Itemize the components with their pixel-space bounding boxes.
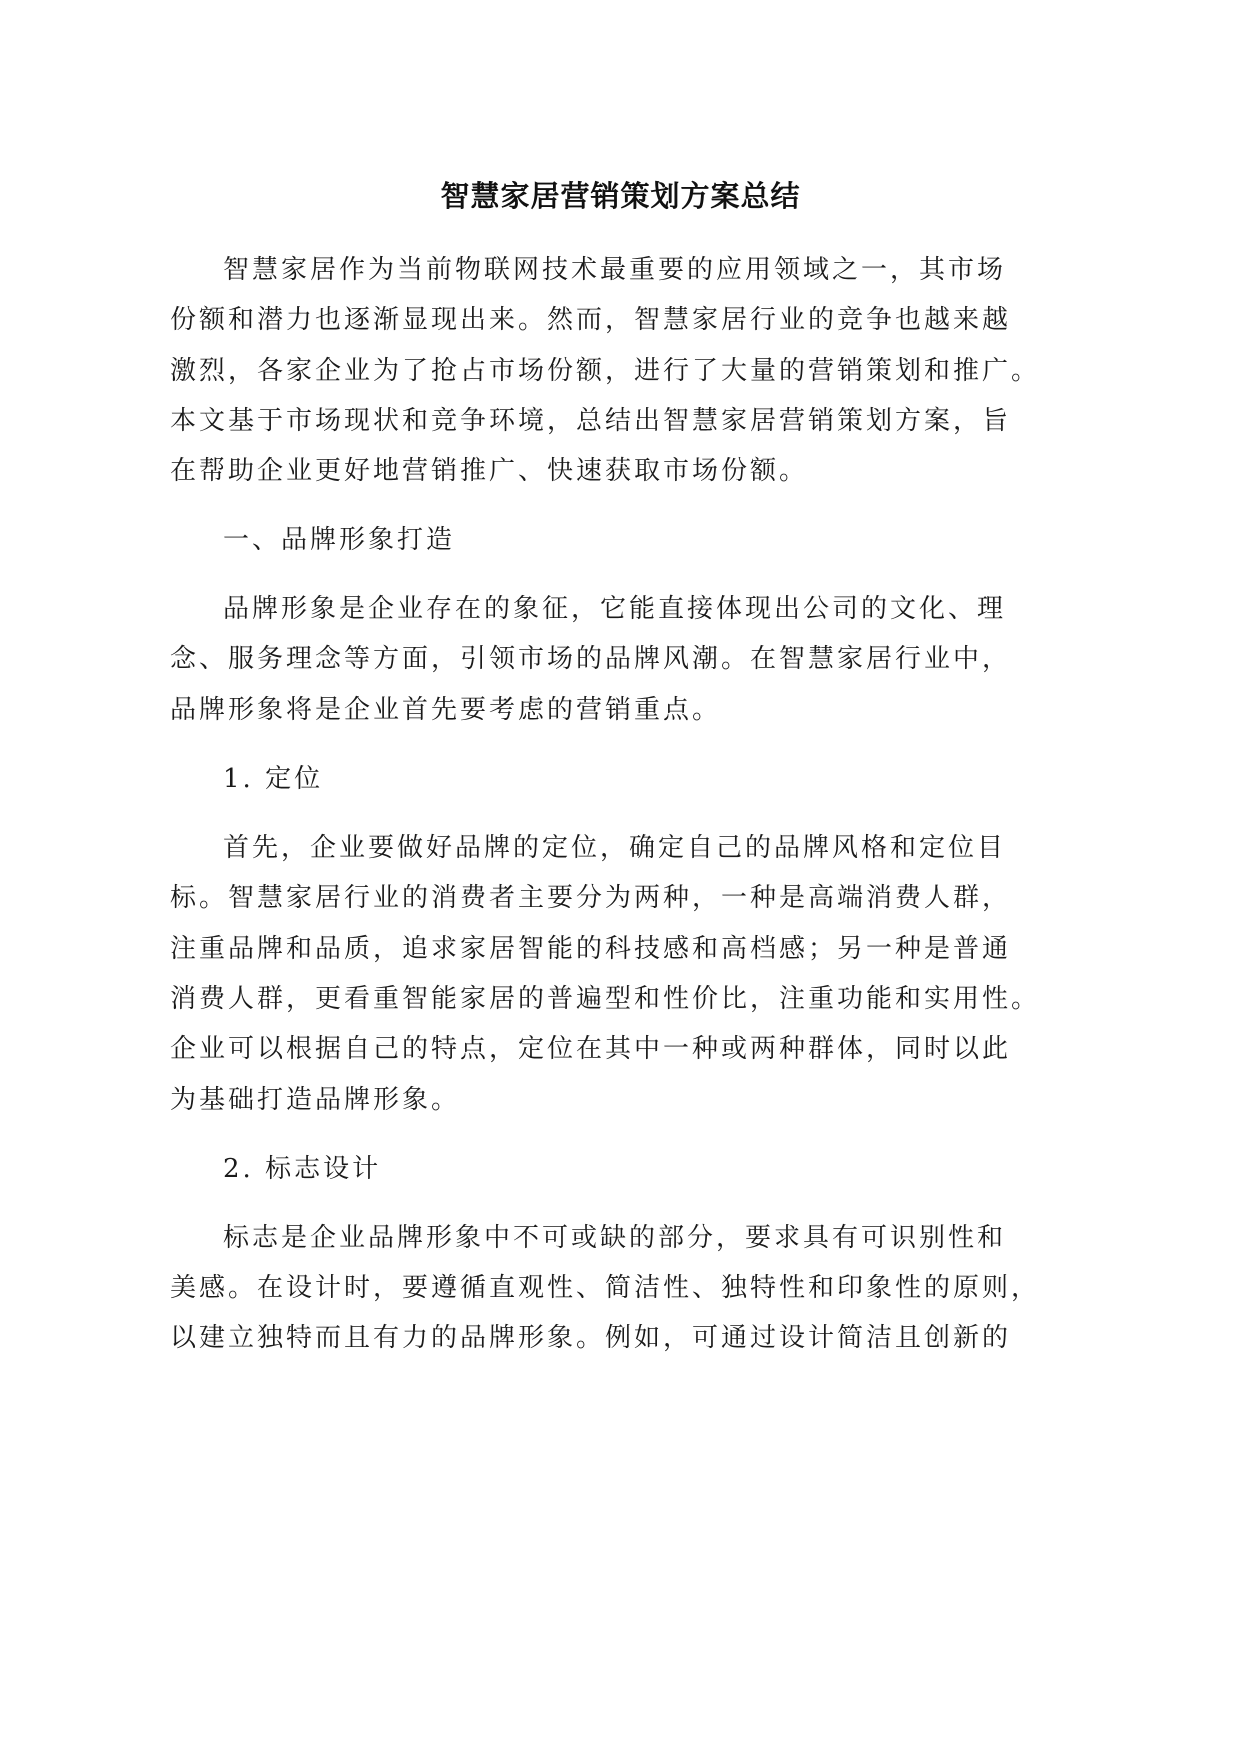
paragraph-line: 首先，企业要做好品牌的定位，确定自己的品牌风格和定位目	[223, 833, 1007, 863]
paragraph-line: 品牌形象是企业存在的象征，它能直接体现出公司的文化、理	[223, 594, 1007, 624]
paragraph-line: 在帮助企业更好地营销推广、快速获取市场份额。	[170, 456, 809, 486]
paragraph-line: 注重品牌和品质，追求家居智能的科技感和高档感；另一种是普通	[170, 934, 1012, 964]
paragraph-line: 标志是企业品牌形象中不可或缺的部分，要求具有可识别性和	[223, 1223, 1007, 1253]
paragraph-line: 品牌形象将是企业首先要考虑的营销重点。	[170, 695, 722, 725]
paragraph-line: 智慧家居作为当前物联网技术最重要的应用领域之一，其市场	[223, 255, 1007, 285]
paragraph-line: 本文基于市场现状和竞争环境，总结出智慧家居营销策划方案，旨	[170, 406, 1012, 436]
paragraph-line: 消费人群，更看重智能家居的普遍型和性价比，注重功能和实用性。	[170, 984, 1041, 1014]
subsection-heading: 2. 标志设计	[223, 1154, 382, 1184]
paragraph-line: 念、服务理念等方面，引领市场的品牌风潮。在智慧家居行业中，	[170, 644, 1012, 674]
section-heading: 一、品牌形象打造	[223, 525, 456, 555]
paragraph-line: 以建立独特而且有力的品牌形象。例如，可通过设计简洁且创新的	[170, 1323, 1012, 1353]
paragraph-line: 企业可以根据自己的特点，定位在其中一种或两种群体，同时以此	[170, 1034, 1012, 1064]
paragraph-line: 美感。在设计时，要遵循直观性、简洁性、独特性和印象性的原则，	[170, 1273, 1041, 1303]
subsection-heading: 1. 定位	[223, 764, 324, 794]
paragraph-line: 激烈，各家企业为了抢占市场份额，进行了大量的营销策划和推广。	[170, 356, 1041, 386]
document-title: 智慧家居营销策划方案总结	[440, 179, 801, 213]
paragraph-line: 为基础打造品牌形象。	[170, 1085, 461, 1115]
paragraph-line: 份额和潜力也逐渐显现出来。然而，智慧家居行业的竞争也越来越	[170, 305, 1012, 335]
paragraph-line: 标。智慧家居行业的消费者主要分为两种，一种是高端消费人群，	[170, 883, 1012, 913]
